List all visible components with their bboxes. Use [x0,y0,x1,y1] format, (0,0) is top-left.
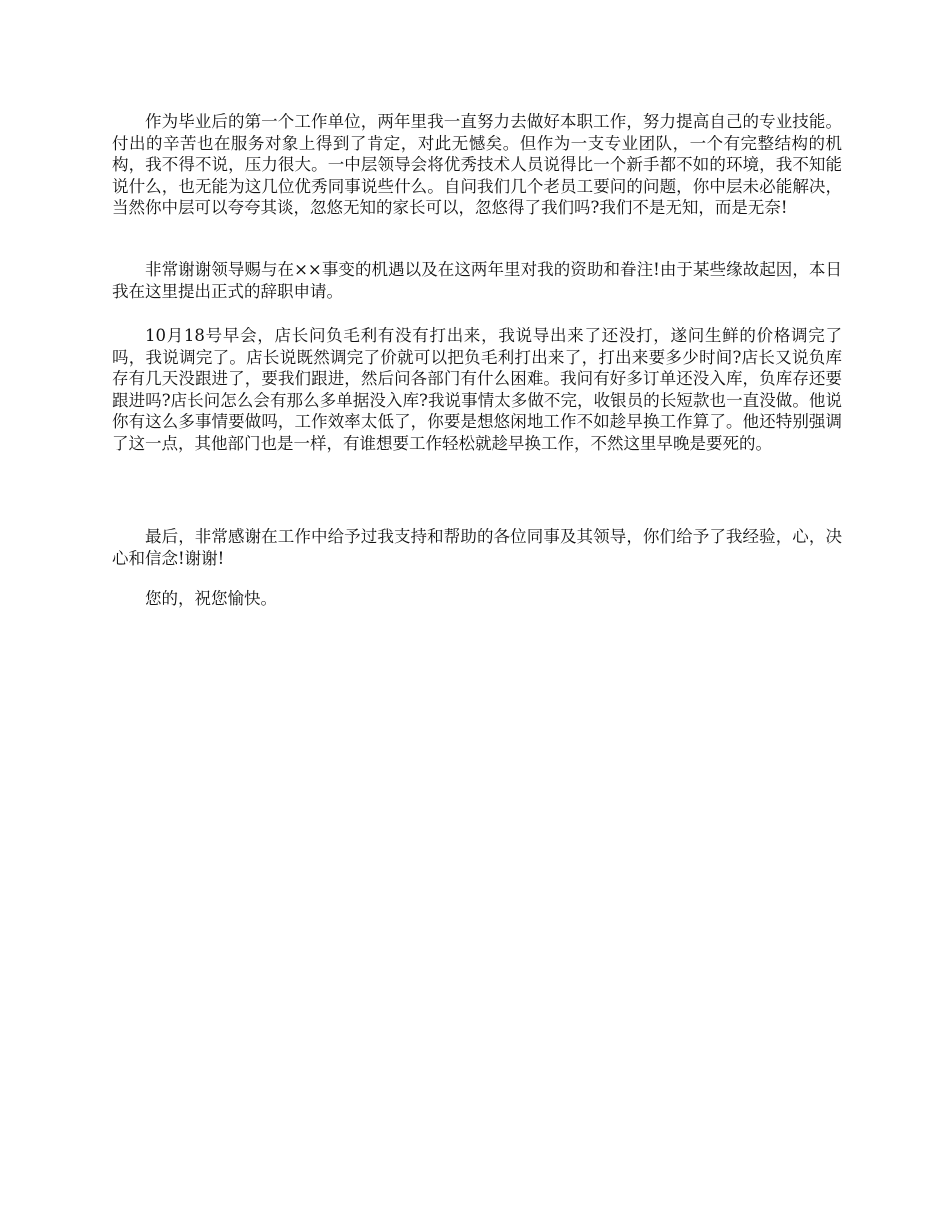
paragraph-intro: 作为毕业后的第一个工作单位，两年里我一直努力去做好本职工作，努力提高自己的专业技能。付出的辛苦也在服务对象上得到了肯定，对此无憾矣。但作为一支专业团队，一个有完整结构的机构，我不得不说，压力很大。一中层领导会将优秀技术人员说得比一个新手都不如的环境，我不知能说什么，也无能为这几位优秀同事说些什么。自问我们几个老员工要问的问题，你中层未必能解决，当然你中层可以夸夸其谈，忽悠无知的家长可以，忽悠得了我们吗?我们不是无知，而是无奈! [112,112,842,218]
paragraph-closing-thanks: 最后，非常感谢在工作中给予过我支持和帮助的各位同事及其领导，你们给予了我经验，心，决心和信念!谢谢! [112,527,842,568]
document-body [112,111,842,610]
paragraph-sign-off: 您的，祝您愉快。 [145,589,277,608]
paragraph-morning-meeting: 10月18号早会，店长问负毛利有没有打出来，我说导出来了还没打，遂问生鲜的价格调完了吗，我说调完了。店长说既然调完了价就可以把负毛利打出来了，打出来要多少时间?店长又说负库存有几天没跟进了，要我们跟进，然后问各部门有什么困难。我问有好多订单还没入库，负库存还要跟进吗?店长问怎么会有那么多单据没入库?我说事情太多做不完，收银员的长短款也一直没做。他说你有这么多事情要做吗，工作效率太低了，你要是想悠闲地工作不如趁早换工作算了。他还特别强调了这一点，其他部门也是一样，有谁想要工作轻松就趁早换工作，不然这里早晚是要死的。 [112,326,842,453]
paragraph-thanks-resignation: 非常谢谢领导赐与在××事变的机遇以及在这两年里对我的资助和眷注!由于某些缘故起因，本日我在这里提出正式的辞职申请。 [112,260,842,301]
